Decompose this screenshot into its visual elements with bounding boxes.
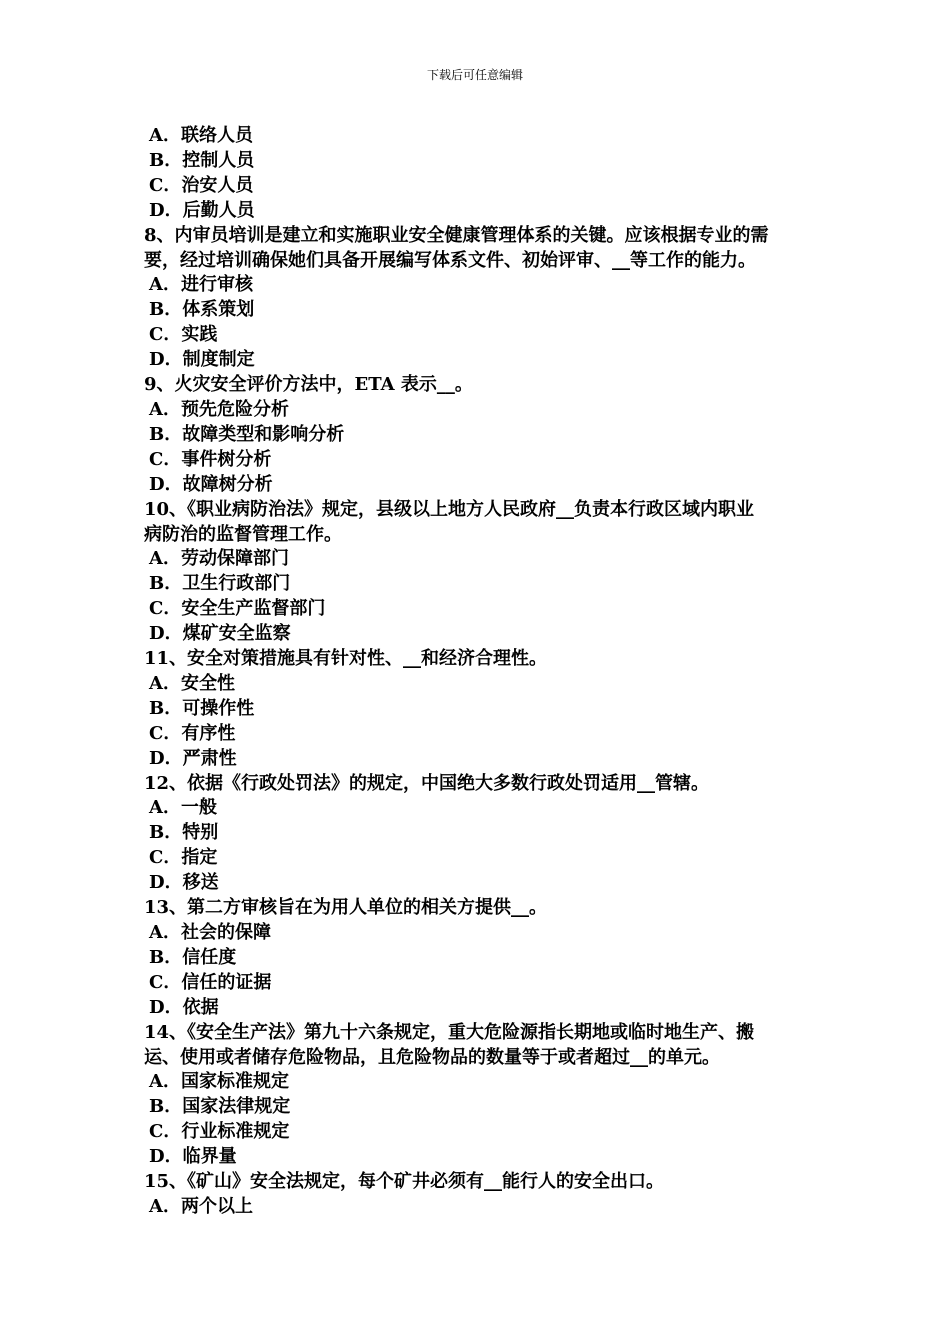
option-line: C．信任的证据 — [149, 971, 272, 993]
option-line: C．实践 — [149, 324, 218, 346]
option-line: B．信任度 — [149, 946, 237, 968]
question-line: 病防治的监督管理工作。 — [144, 523, 342, 545]
option-line: D．临界量 — [149, 1146, 237, 1168]
option-line: A．预先危险分析 — [149, 398, 289, 420]
option-line: D．严肃性 — [149, 747, 237, 769]
option-line: A．劳动保障部门 — [149, 548, 289, 570]
option-line: D．依据 — [149, 996, 219, 1018]
option-line: C．事件树分析 — [149, 448, 272, 470]
option-line: C．指定 — [149, 847, 218, 869]
question-line: 14、《安全生产法》第九十六条规定，重大危险源指长期地或临时地生产、搬 — [144, 1021, 755, 1043]
option-line: D．后勤人员 — [149, 199, 255, 221]
option-line: B．控制人员 — [149, 149, 255, 171]
question-line: 11、安全对策措施具有针对性、__和经济合理性。 — [144, 648, 548, 670]
option-line: C．有序性 — [149, 722, 236, 744]
option-line: A．进行审核 — [149, 274, 253, 296]
page-header: 下载后可任意编辑 — [426, 68, 523, 82]
question-line: 8、内审员培训是建立和实施职业安全健康管理体系的关键。应该根据专业的需 — [144, 224, 769, 246]
option-line: C．行业标准规定 — [149, 1121, 290, 1143]
question-line: 要，经过培训确保她们具备开展编写体系文件、初始评审、__等工作的能力。 — [144, 249, 756, 271]
option-line: B．特别 — [149, 822, 219, 844]
question-line: 12、依据《行政处罚法》的规定，中国绝大多数行政处罚适用__管辖。 — [144, 772, 710, 794]
option-line: A．社会的保障 — [149, 922, 271, 943]
document-body — [144, 124, 816, 1220]
question-line: 15、《矿山》安全法规定，每个矿井必须有__能行人的安全出口。 — [144, 1171, 665, 1193]
option-line: B．国家法律规定 — [149, 1096, 291, 1118]
option-line: B．体系策划 — [149, 299, 255, 321]
option-line: D．故障树分析 — [149, 473, 273, 495]
option-line: B．卫生行政部门 — [149, 573, 291, 595]
option-line: B．可操作性 — [149, 697, 255, 719]
option-line: D．移送 — [149, 872, 219, 894]
question-line: 13、第二方审核旨在为用人单位的相关方提供__。 — [144, 897, 548, 919]
option-line: A．联络人员 — [149, 125, 253, 146]
option-line: C．治安人员 — [149, 174, 254, 196]
option-line: C．安全生产监督部门 — [149, 598, 326, 620]
question-line: 9、火灾安全评价方法中，ETA 表示__。 — [144, 374, 473, 396]
question-line: 10、《职业病防治法》规定，县级以上地方人民政府__负责本行政区域内职业 — [144, 498, 755, 520]
option-line: A．安全性 — [149, 672, 235, 694]
option-line: D．制度制定 — [149, 349, 255, 371]
option-line: A．一般 — [149, 797, 217, 819]
question-line: 运、使用或者储存危险物品，且危险物品的数量等于或者超过__的单元。 — [144, 1046, 720, 1068]
option-line: A．两个以上 — [149, 1195, 253, 1217]
option-line: D．煤矿安全监察 — [149, 623, 291, 645]
option-line: A．国家标准规定 — [149, 1071, 289, 1093]
option-line: B．故障类型和影响分析 — [149, 423, 345, 445]
